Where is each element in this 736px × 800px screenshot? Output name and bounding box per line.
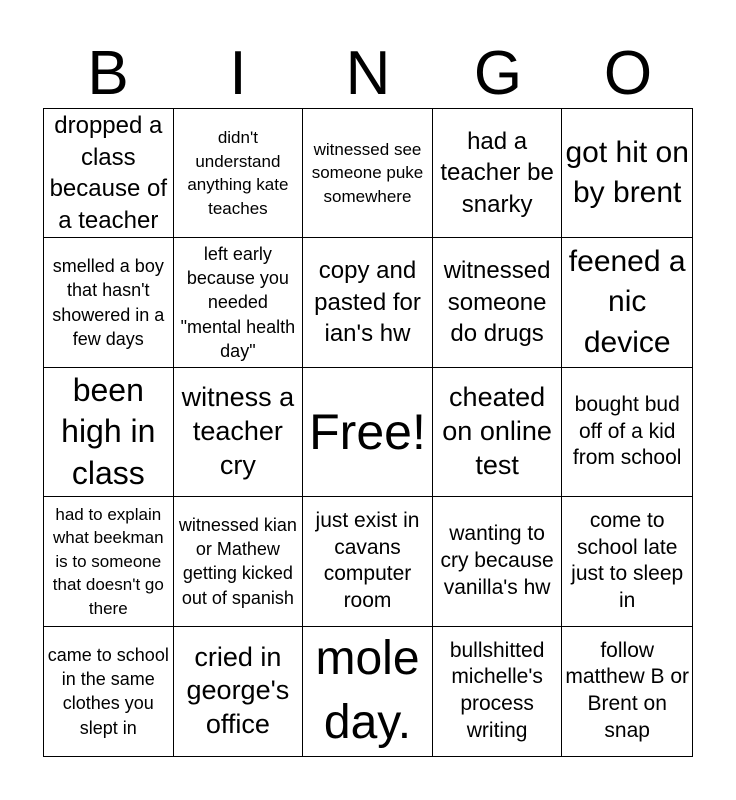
cell-text: came to school in the same clothes you slept in	[47, 644, 169, 738]
bingo-cell[interactable]	[562, 627, 692, 756]
cell-text: had to explain what beekman is to someone that doesn't go there	[52, 504, 164, 618]
cell-text: feened a nic device	[568, 244, 686, 359]
cell-text: cried in george's office	[186, 641, 290, 740]
cell-text: smelled a boy that hasn't showered in a few days	[52, 256, 165, 349]
bingo-cell[interactable]	[44, 497, 174, 626]
bingo-cell[interactable]	[44, 627, 174, 756]
cell-text: witnessed kian or Mathew getting kicked out of spanish	[178, 514, 297, 608]
bingo-cell[interactable]	[562, 238, 692, 367]
bingo-cell[interactable]	[303, 627, 433, 756]
bingo-cell[interactable]	[433, 497, 563, 626]
bingo-cell[interactable]	[433, 368, 563, 497]
cell-text: copy and pasted for ian's hw	[314, 257, 421, 348]
cell-text: bullshitted michelle's process writing	[449, 638, 545, 743]
bingo-cell[interactable]	[44, 368, 174, 497]
bingo-cell[interactable]	[44, 238, 174, 367]
cell-text: witness a teacher cry	[181, 382, 295, 480]
bingo-cell[interactable]	[174, 368, 304, 497]
bingo-cell[interactable]	[174, 238, 304, 367]
cell-text: dropped a class because of a teacher	[49, 111, 167, 234]
bingo-cell[interactable]	[562, 497, 692, 626]
header-letter-i: I	[229, 39, 247, 108]
cell-text: come to school late just to sleep in	[571, 508, 684, 613]
bingo-cell[interactable]	[44, 109, 174, 238]
cell-text: mole day.	[315, 631, 420, 750]
cell-text: witnessed see someone puke somewhere	[311, 140, 424, 206]
bingo-cell[interactable]	[433, 627, 563, 756]
cell-text: got hit on by brent	[565, 135, 689, 210]
bingo-cell[interactable]	[174, 627, 304, 756]
bingo-cell[interactable]	[303, 109, 433, 238]
header-letter-n: N	[345, 39, 391, 108]
free-space-text: Free!	[309, 403, 426, 460]
bingo-cell[interactable]	[433, 238, 563, 367]
bingo-cell[interactable]	[174, 497, 304, 626]
cell-text: witnessed someone do drugs	[443, 257, 551, 348]
bingo-cell[interactable]	[562, 109, 692, 238]
cell-text: left early because you needed "mental health day"	[180, 243, 296, 362]
cell-text: bought bud off of a kid from school	[572, 392, 682, 470]
bingo-board	[43, 108, 693, 757]
header-letter-g: G	[473, 39, 523, 108]
cell-text: didn't understand anything kate teaches	[187, 128, 289, 218]
header-letter-b: B	[87, 39, 129, 108]
cell-text: been high in class	[61, 371, 156, 491]
cell-text: cheated on online test	[442, 382, 552, 480]
bingo-cell[interactable]	[433, 109, 563, 238]
cell-text: wanting to cry because vanilla's hw	[440, 522, 554, 599]
cell-text: just exist in cavans computer room	[315, 508, 420, 613]
cell-text: had a teacher be snarky	[440, 127, 554, 219]
bingo-cell[interactable]	[174, 109, 304, 238]
bingo-cell[interactable]	[303, 497, 433, 626]
bingo-free-cell[interactable]	[303, 368, 433, 497]
cell-text: follow matthew B or Brent on snap	[565, 638, 690, 743]
bingo-cell[interactable]	[303, 238, 433, 367]
header-letter-o: O	[603, 39, 653, 108]
bingo-cell[interactable]	[562, 368, 692, 497]
bingo-header	[43, 40, 693, 108]
